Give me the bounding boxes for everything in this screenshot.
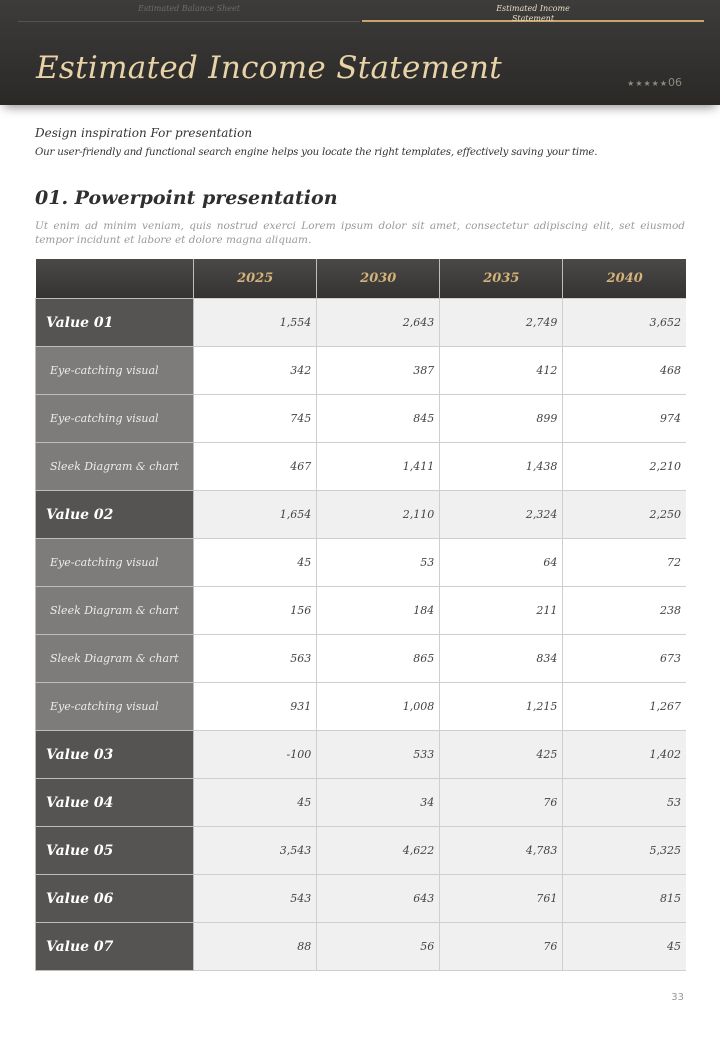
row-label: Eye-catching visual bbox=[36, 539, 194, 587]
table-row-sub bbox=[36, 443, 687, 491]
column-header: 2035 bbox=[440, 259, 563, 299]
table-cell: 643 bbox=[317, 875, 440, 923]
row-label: Eye-catching visual bbox=[36, 395, 194, 443]
table-cell: 53 bbox=[563, 779, 686, 827]
table-cell: 761 bbox=[440, 875, 563, 923]
table-cell: 1,402 bbox=[563, 731, 686, 779]
row-label: Sleek Diagram & chart bbox=[36, 635, 194, 683]
star-icon: ★★★★★ bbox=[627, 79, 668, 88]
table-row-sub bbox=[36, 635, 687, 683]
tab-label: Estimated Income Statement bbox=[496, 4, 570, 23]
table-cell: 45 bbox=[194, 779, 317, 827]
table-row-main bbox=[36, 731, 687, 779]
table-cell: 56 bbox=[317, 923, 440, 971]
page-number: 33 bbox=[671, 992, 684, 1003]
table-cell: 467 bbox=[194, 443, 317, 491]
table-cell: 2,324 bbox=[440, 491, 563, 539]
table-cell: 834 bbox=[440, 635, 563, 683]
tab-estimated-balance-sheet[interactable] bbox=[18, 0, 360, 22]
table-cell: 238 bbox=[563, 587, 686, 635]
intro-heading: Design inspiration For presentation bbox=[35, 126, 253, 140]
tab-estimated-income-statement[interactable] bbox=[362, 0, 704, 22]
table-cell: 543 bbox=[194, 875, 317, 923]
table-cell: 931 bbox=[194, 683, 317, 731]
income-table bbox=[35, 259, 686, 971]
page-title: Estimated Income Statement bbox=[36, 50, 503, 86]
table-row-main bbox=[36, 827, 687, 875]
table-cell: 3,652 bbox=[563, 299, 686, 347]
table-row-sub bbox=[36, 683, 687, 731]
table-row-main bbox=[36, 923, 687, 971]
section-body: Ut enim ad minim veniam, quis nostrud exerci Lorem ipsum dolor sit amet, consectetur adipiscing elit, set eiusmod tempor incidunt et labore et dolore magna aliquam. bbox=[35, 220, 685, 246]
row-label: Sleek Diagram & chart bbox=[36, 587, 194, 635]
table-cell: 72 bbox=[563, 539, 686, 587]
table-cell: 1,267 bbox=[563, 683, 686, 731]
section-title: 01. Powerpoint presentation bbox=[35, 187, 338, 209]
table-row-main bbox=[36, 779, 687, 827]
table-cell: 88 bbox=[194, 923, 317, 971]
table-row-main bbox=[36, 299, 687, 347]
row-label: Eye-catching visual bbox=[36, 347, 194, 395]
table-cell: 468 bbox=[563, 347, 686, 395]
table-cell: 1,411 bbox=[317, 443, 440, 491]
table-cell: 45 bbox=[194, 539, 317, 587]
row-label: Value 01 bbox=[36, 299, 194, 347]
row-label: Eye-catching visual bbox=[36, 683, 194, 731]
table-cell: 1,215 bbox=[440, 683, 563, 731]
table-cell: 387 bbox=[317, 347, 440, 395]
table-header-row bbox=[36, 259, 687, 299]
row-label: Value 07 bbox=[36, 923, 194, 971]
intro-description: Our user-friendly and functional search engine helps you locate the right templates, effectively saving your time. bbox=[35, 147, 598, 158]
table-cell: 1,554 bbox=[194, 299, 317, 347]
table-cell: 53 bbox=[317, 539, 440, 587]
page-header bbox=[0, 0, 720, 105]
table-cell: 2,250 bbox=[563, 491, 686, 539]
table-row-main bbox=[36, 875, 687, 923]
table-cell: 865 bbox=[317, 635, 440, 683]
row-label: Value 02 bbox=[36, 491, 194, 539]
table-cell: 2,749 bbox=[440, 299, 563, 347]
column-header: 2025 bbox=[194, 259, 317, 299]
table-cell: 815 bbox=[563, 875, 686, 923]
table-cell: 76 bbox=[440, 923, 563, 971]
table-corner-cell bbox=[36, 259, 194, 299]
table-cell: 845 bbox=[317, 395, 440, 443]
row-label: Value 06 bbox=[36, 875, 194, 923]
table-cell: 2,210 bbox=[563, 443, 686, 491]
table-cell: 342 bbox=[194, 347, 317, 395]
table-cell: 745 bbox=[194, 395, 317, 443]
table-cell: 5,325 bbox=[563, 827, 686, 875]
table-cell: 1,654 bbox=[194, 491, 317, 539]
table-row-main bbox=[36, 491, 687, 539]
column-header: 2040 bbox=[563, 259, 686, 299]
tab-label: Estimated Balance Sheet bbox=[138, 4, 240, 13]
table-cell: 899 bbox=[440, 395, 563, 443]
table-cell: 4,622 bbox=[317, 827, 440, 875]
section-code: 06 bbox=[668, 76, 682, 89]
table-cell: 64 bbox=[440, 539, 563, 587]
table-cell: 2,110 bbox=[317, 491, 440, 539]
table-cell: 156 bbox=[194, 587, 317, 635]
table-cell: 673 bbox=[563, 635, 686, 683]
table-row-sub bbox=[36, 587, 687, 635]
table-cell: 1,438 bbox=[440, 443, 563, 491]
row-label: Sleek Diagram & chart bbox=[36, 443, 194, 491]
table-cell: 533 bbox=[317, 731, 440, 779]
table-cell: 425 bbox=[440, 731, 563, 779]
section-marker bbox=[627, 76, 682, 89]
table-cell: 211 bbox=[440, 587, 563, 635]
table-cell: 412 bbox=[440, 347, 563, 395]
column-header: 2030 bbox=[317, 259, 440, 299]
table-row-sub bbox=[36, 395, 687, 443]
row-label: Value 03 bbox=[36, 731, 194, 779]
table-cell: 184 bbox=[317, 587, 440, 635]
table-cell: 2,643 bbox=[317, 299, 440, 347]
row-label: Value 04 bbox=[36, 779, 194, 827]
row-label: Value 05 bbox=[36, 827, 194, 875]
table-cell: 1,008 bbox=[317, 683, 440, 731]
table-cell: 563 bbox=[194, 635, 317, 683]
table-row-sub bbox=[36, 539, 687, 587]
table-cell: 76 bbox=[440, 779, 563, 827]
table-cell: 974 bbox=[563, 395, 686, 443]
table-row-sub bbox=[36, 347, 687, 395]
table-cell: 34 bbox=[317, 779, 440, 827]
table-cell: -100 bbox=[194, 731, 317, 779]
table-cell: 3,543 bbox=[194, 827, 317, 875]
table-cell: 45 bbox=[563, 923, 686, 971]
table-cell: 4,783 bbox=[440, 827, 563, 875]
